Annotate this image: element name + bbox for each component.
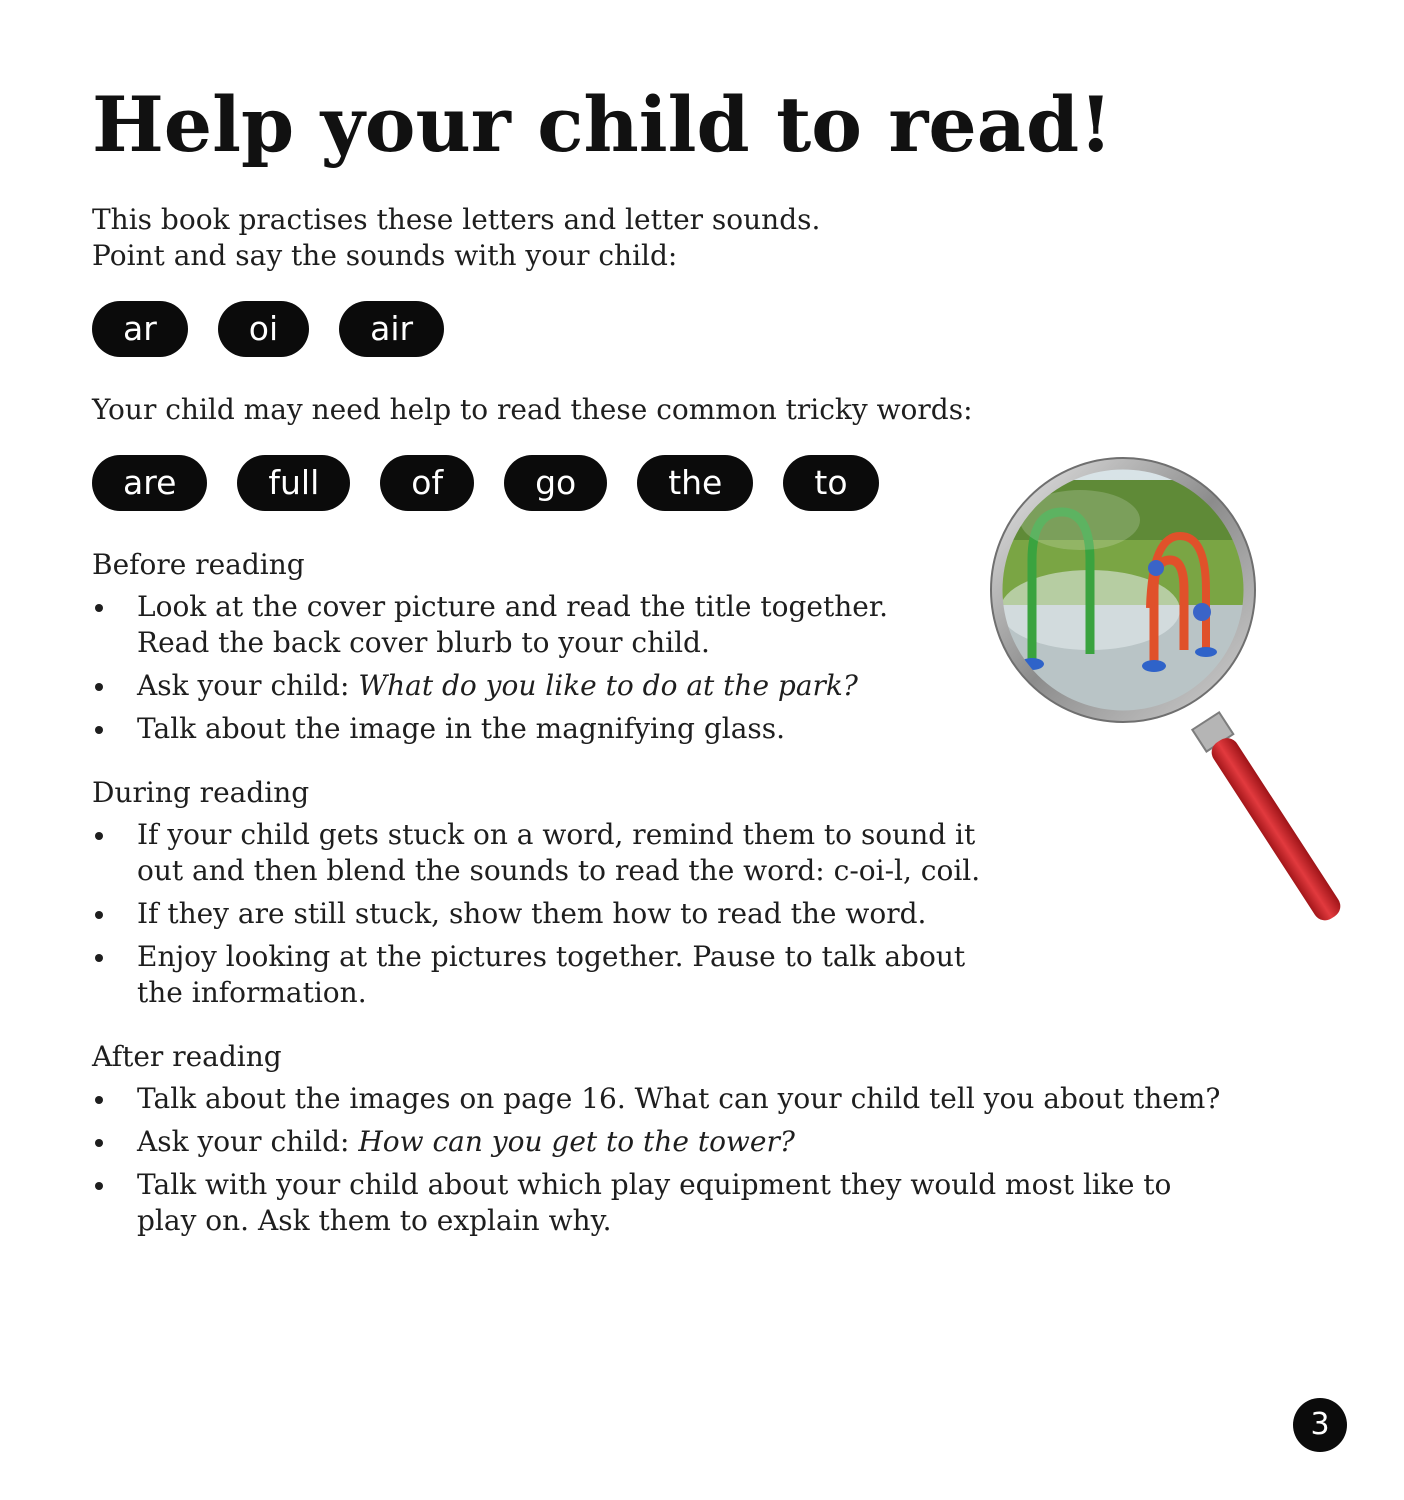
tricky-word-pill: the — [637, 455, 753, 511]
list-item-line: the information. — [137, 976, 367, 1009]
list-item — [92, 1167, 1220, 1239]
list-item-line: Talk with your child about which play equipment they would most like to — [137, 1168, 1172, 1201]
list-item — [92, 711, 888, 747]
list-item — [92, 1124, 1220, 1160]
sound-pill: ar — [92, 301, 188, 357]
after-reading-section — [92, 1039, 1220, 1246]
list-item-line: Talk about the image in the magnifying glass. — [137, 712, 786, 745]
list-item-line: play on. Ask them to explain why. — [137, 1204, 612, 1237]
tricky-word-pill: are — [92, 455, 207, 511]
intro-line-2: Point and say the sounds with your child: — [92, 239, 678, 272]
during-reading-section — [92, 775, 980, 1018]
intro-text — [92, 202, 820, 274]
magnifying-glass-icon — [970, 440, 1360, 940]
section-heading: During reading — [92, 776, 310, 809]
question-text: How can you get to the tower? — [358, 1125, 795, 1158]
question-prefix: Ask your child: — [137, 669, 359, 702]
section-heading: Before reading — [92, 548, 305, 581]
tricky-word-pill: of — [380, 455, 474, 511]
list-item-line: Look at the cover picture and read the title together. — [137, 590, 889, 623]
tricky-word-pill: go — [504, 455, 607, 511]
before-reading-section — [92, 547, 888, 754]
letter-sounds-row — [92, 301, 444, 357]
list-item-line: Enjoy looking at the pictures together. Pause to talk about — [137, 940, 966, 973]
list-item — [92, 668, 888, 704]
bullet-list — [92, 817, 980, 1011]
list-item-line: Talk about the images on page 16. What can your child tell you about them? — [137, 1082, 1221, 1115]
bullet-list — [92, 1081, 1220, 1239]
question-text: What do you like to do at the park? — [358, 669, 858, 702]
list-item-line — [137, 668, 888, 704]
bullet-list — [92, 589, 888, 747]
list-item-line: out and then blend the sounds to read the word: c-oi-l, coil. — [137, 854, 981, 887]
list-item — [92, 1081, 1220, 1117]
list-item-line: If they are still stuck, show them how to read the word. — [137, 897, 927, 930]
section-heading: After reading — [92, 1040, 282, 1073]
tricky-word-pill: full — [237, 455, 350, 511]
list-item — [92, 896, 980, 932]
list-item-line: If your child gets stuck on a word, remind them to sound it — [137, 818, 976, 851]
list-item-line: Read the back cover blurb to your child. — [137, 626, 710, 659]
tricky-words-row — [92, 455, 879, 511]
tricky-word-pill: to — [783, 455, 878, 511]
sound-pill: oi — [218, 301, 309, 357]
sound-pill: air — [339, 301, 444, 357]
tricky-words-intro: Your child may need help to read these common tricky words: — [92, 393, 973, 426]
list-item — [92, 817, 980, 889]
list-item — [92, 589, 888, 661]
page-number: 3 — [1293, 1398, 1347, 1452]
list-item-line — [137, 1124, 1220, 1160]
question-prefix: Ask your child: — [137, 1125, 359, 1158]
list-item — [92, 939, 980, 1011]
page-title: Help your child to read! — [92, 80, 1113, 169]
intro-line-1: This book practises these letters and letter sounds. — [92, 203, 821, 236]
